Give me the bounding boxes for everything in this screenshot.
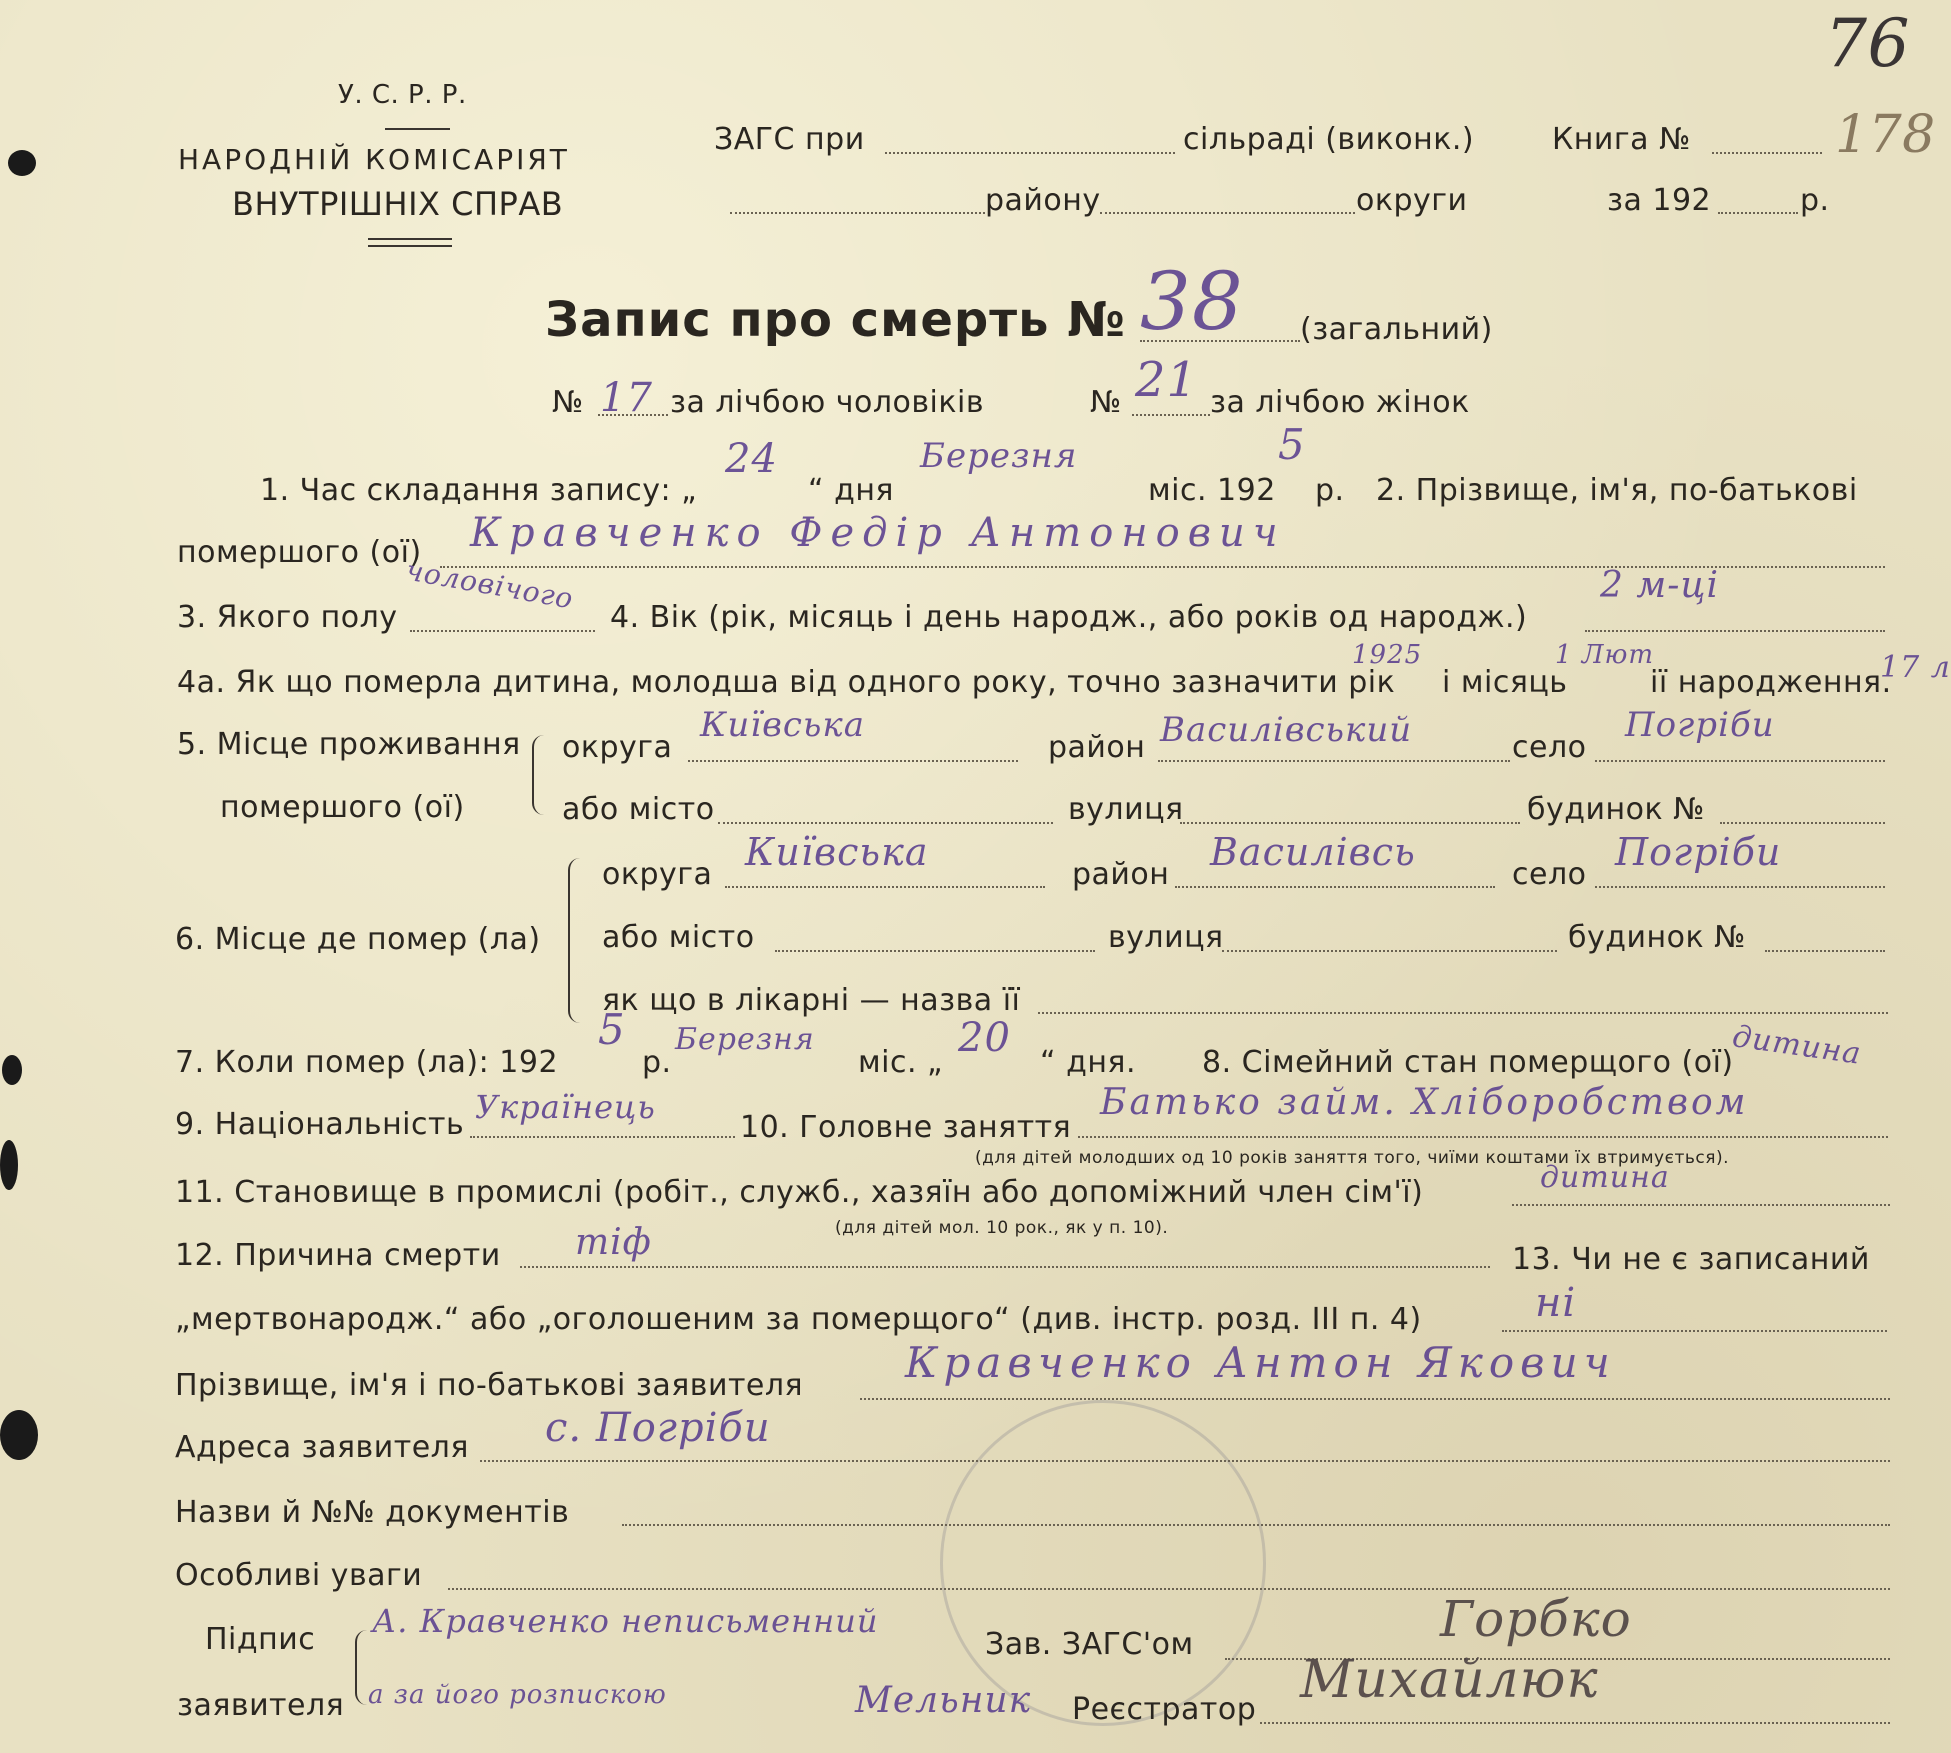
women-label: за лічбою жінок [1210, 385, 1470, 420]
binder-hole-mid [2, 1055, 22, 1085]
f11-field[interactable] [1512, 1204, 1890, 1206]
header-rule-short [385, 128, 450, 130]
f6-selo-val: Погріби [1615, 830, 1782, 874]
f6-label: 6. Місце де помер (ла) [175, 922, 541, 957]
zags-field[interactable] [885, 152, 1175, 154]
f6-selo-field[interactable] [1595, 886, 1885, 888]
applicant-label: Прізвище, ім'я і по-батькові заявителя [175, 1368, 804, 1403]
rayon-field[interactable] [730, 212, 985, 214]
f9-value: Українець [475, 1088, 656, 1126]
f13-cont: „мертвонародж.“ або „оголошеним за померщого“ (див. інстр. розд. ІІІ п. 4) [175, 1302, 1422, 1337]
commissariat-line1: НАРОДНІЙ КОМІСАРІЯТ [178, 143, 570, 176]
notes-label: Особливі уваги [175, 1558, 423, 1593]
f4-label: 4. Вік (рік, місяць і день народж., або років од народж.) [610, 600, 1528, 635]
f2-value: Кравченко Федір Антонович [470, 510, 1286, 556]
reestrator-sign: Михайлюк [1300, 1650, 1599, 1710]
archive-number-bottom: 178 [1835, 105, 1936, 165]
f7-mis: міс. „ [858, 1045, 944, 1080]
f6-budynok-field[interactable] [1765, 950, 1885, 952]
address-value: с. Погріби [545, 1405, 771, 1451]
f4-value: 2 м-ці [1600, 565, 1719, 606]
zags-label: ЗАГС при [714, 122, 865, 157]
sign-label1: Підпис [205, 1622, 316, 1657]
docs-label: Назви й №№ документів [175, 1495, 570, 1530]
f1-month: Березня [920, 436, 1078, 476]
f6-misto-field[interactable] [775, 950, 1095, 952]
reestrator-field[interactable] [1260, 1722, 1890, 1724]
f7-label: 7. Коли помер (ла): 192 [175, 1045, 559, 1080]
f11-label: 11. Становище в промислі (робіт., служб., хазяїн або допоміжний член сім'ї) [175, 1175, 1424, 1210]
zav-label: Зав. ЗАГС'ом [985, 1627, 1194, 1662]
record-number: 38 [1140, 255, 1244, 348]
silradi-label: сільраді (виконк.) [1183, 122, 1475, 157]
f1-mis: міс. 192 [1148, 473, 1276, 508]
f11-note: (для дітей мол. 10 рок., як у п. 10). [835, 1218, 1169, 1238]
f13-value: ні [1535, 1280, 1577, 1326]
f3-field[interactable] [410, 630, 595, 632]
men-no: № [552, 385, 584, 420]
f6-likarnia-field[interactable] [1038, 1012, 1888, 1014]
sign-label2: заявителя [177, 1688, 345, 1723]
f12-label: 12. Причина смерти [175, 1238, 501, 1273]
f7-r: р. [642, 1045, 672, 1080]
f10-value: Батько займ. Хліборобством [1100, 1082, 1749, 1123]
f5-budynok: будинок № [1527, 792, 1705, 827]
f3-label: 3. Якого полу [177, 600, 398, 635]
f1-label: 1. Час складання запису: „ [260, 473, 698, 508]
f5-vulytsia-field[interactable] [1180, 822, 1520, 824]
year-field[interactable] [1718, 212, 1798, 214]
f5-okruha-field[interactable] [688, 760, 1018, 762]
f10-field[interactable] [1078, 1136, 1888, 1138]
record-title: Запис про смерть № [545, 292, 1126, 348]
binder-hole-low [0, 1140, 18, 1190]
women-number-field[interactable] [1132, 414, 1210, 416]
f4a-tail: ії народження. [1650, 665, 1892, 700]
f1-r: р. [1315, 473, 1345, 508]
binder-hole-bottom [0, 1410, 38, 1460]
f1-year: 5 [1278, 420, 1306, 469]
f5-rayon-val: Василівський [1160, 710, 1413, 750]
f13-field[interactable] [1502, 1330, 1887, 1332]
address-field[interactable] [480, 1460, 1890, 1462]
address-label: Адреса заявителя [175, 1430, 469, 1465]
sign-value2: а за його розпискою [368, 1680, 667, 1710]
zav-sign: Горбко [1440, 1590, 1632, 1648]
f2-label: 2. Прізвище, ім'я, по-батькові [1376, 473, 1858, 508]
women-no: № [1090, 385, 1122, 420]
f6-vulytsia: вулиця [1108, 920, 1224, 955]
f9-field[interactable] [470, 1136, 735, 1138]
rayonu-label: району [985, 183, 1101, 218]
f7-day: 20 [958, 1015, 1011, 1061]
f9-label: 9. Національність [175, 1107, 465, 1142]
f5-selo: село [1512, 730, 1587, 765]
f7-month: Березня [675, 1022, 815, 1057]
f13-label: 13. Чи не є записаний [1512, 1242, 1870, 1277]
f5-okruha-val: Київська [700, 705, 866, 745]
f7-year: 5 [598, 1005, 626, 1054]
f12-value: тіф [575, 1222, 652, 1263]
f5-misto: або місто [562, 792, 715, 827]
commissariat-line2: ВНУТРІШНІХ СПРАВ [232, 185, 564, 223]
ussr-label: У. С. Р. Р. [338, 80, 467, 110]
f8-label: 8. Сімейний стан померщого (ої) [1202, 1045, 1734, 1080]
f8-value: дитина [1730, 1019, 1864, 1072]
f6-okruha-field[interactable] [725, 886, 1045, 888]
men-label: за лічбою чоловіків [670, 385, 985, 420]
men-number: 17 [600, 375, 653, 421]
f5-selo-field[interactable] [1595, 760, 1885, 762]
header-double-rule [368, 238, 452, 247]
f6-likarnia: як що в лікарні — назва її [602, 983, 1021, 1018]
okruhy-field[interactable] [1100, 212, 1355, 214]
f1-dnya: “ дня [808, 473, 894, 508]
f5-budynok-field[interactable] [1720, 822, 1885, 824]
year-label: за 192 [1607, 183, 1712, 218]
f4a-mis: і місяць [1442, 665, 1568, 700]
f6-misto: або місто [602, 920, 755, 955]
applicant-field[interactable] [860, 1398, 1890, 1400]
f6-okruha-val: Київська [745, 830, 929, 874]
round-stamp [940, 1400, 1266, 1726]
f5-label2: помершого (ої) [220, 790, 465, 825]
f4a-year: 1925 [1352, 640, 1423, 670]
f6-brace [568, 858, 584, 1023]
archive-number-top: 76 [1825, 5, 1910, 82]
f5-misto-field[interactable] [718, 822, 1053, 824]
kniha-label: Книга № [1552, 122, 1691, 157]
f5-label1: 5. Місце проживання [177, 727, 521, 762]
f6-vulytsia-field[interactable] [1222, 950, 1557, 952]
f5-rayon: район [1048, 730, 1146, 765]
f4a-label: 4а. Як що померла дитина, молодша від одного року, точно зазначити рік [177, 665, 1396, 700]
f12-field[interactable] [520, 1266, 1490, 1268]
f11-value: дитина [1540, 1160, 1670, 1195]
f5-vulytsia: вулиця [1068, 792, 1184, 827]
f5-selo-val: Погріби [1625, 705, 1775, 745]
women-number: 21 [1135, 352, 1199, 408]
reestrator-label: Реєстратор [1072, 1692, 1257, 1727]
sign-value1: А. Кравченко неписьменний [372, 1602, 879, 1640]
f4a-month: 1 Лют [1555, 640, 1655, 670]
f6-budynok: будинок № [1568, 920, 1746, 955]
kniha-field[interactable] [1712, 152, 1822, 154]
f2-pomershoho: помершого (ої) [177, 535, 422, 570]
f4-field[interactable] [1585, 630, 1885, 632]
okruhy-label: округи [1356, 183, 1468, 218]
f6-rayon-val: Василівсь [1210, 830, 1416, 874]
f4a-day: 17 л [1880, 650, 1951, 685]
notes-field[interactable] [448, 1588, 1890, 1590]
f7-dnya: “ дня. [1040, 1045, 1137, 1080]
f5-rayon-field[interactable] [1158, 760, 1510, 762]
f3-value: чоловічого [403, 553, 577, 616]
binder-hole-top [8, 150, 36, 176]
f10-label: 10. Головне заняття [740, 1110, 1072, 1145]
f6-okruha: округа [602, 857, 713, 892]
f6-selo: село [1512, 857, 1587, 892]
f10-note: (для дітей молодших од 10 років заняття того, чиїми коштами їх втримується). [975, 1148, 1729, 1168]
year-r: р. [1800, 183, 1830, 218]
sign-brace [355, 1630, 367, 1705]
docs-field[interactable] [622, 1524, 1890, 1526]
applicant-value: Кравченко Антон Якович [905, 1338, 1616, 1387]
f1-day: 24 [725, 436, 778, 482]
general-label: (загальний) [1300, 312, 1493, 347]
f6-rayon: район [1072, 857, 1170, 892]
f5-okruha: округа [562, 730, 673, 765]
f6-rayon-field[interactable] [1175, 886, 1495, 888]
f5-brace [532, 735, 544, 815]
sign-value3: Мельник [855, 1680, 1032, 1721]
